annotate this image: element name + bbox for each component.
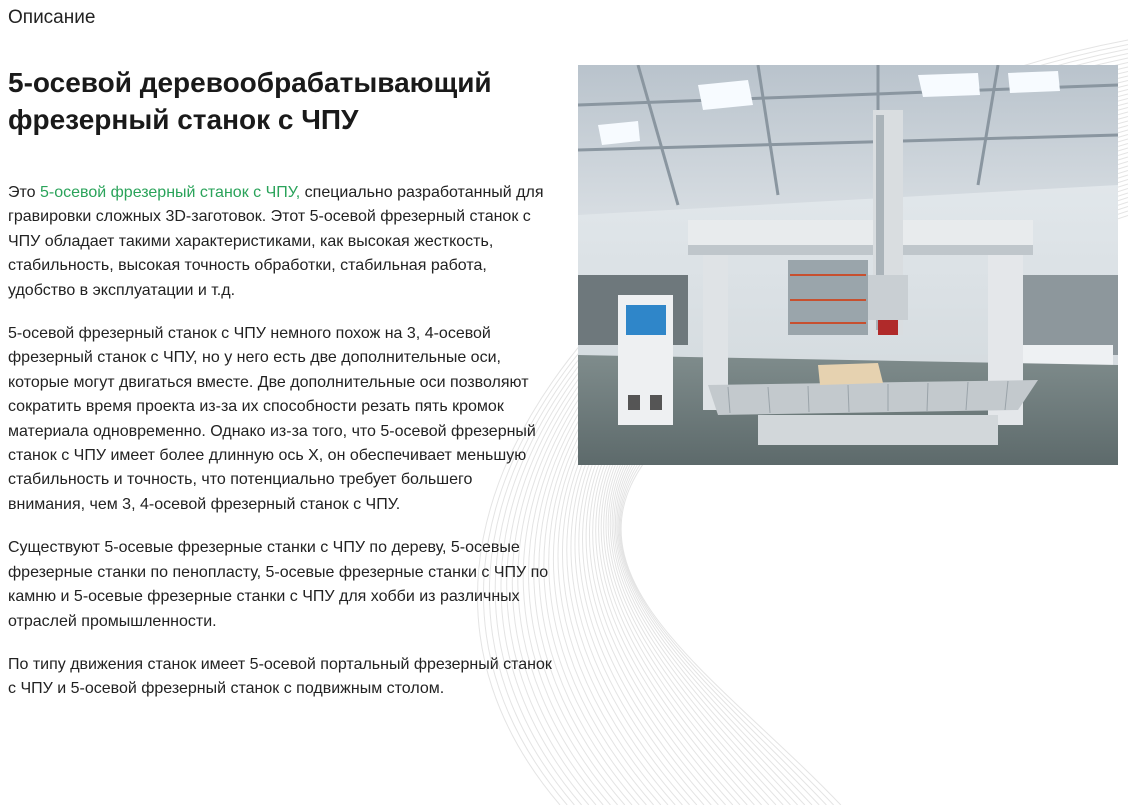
intro-paragraph [8,181,553,303]
product-link[interactable]: 5-осевой фрезерный станок с ЧПУ, [40,184,301,201]
paragraph-motion: По типу движения станок имеет 5-осевой портальный фрезерный станок с ЧПУ и 5-осевой фрезерный станок с подвижным столом. [8,655,552,698]
paragraph-types: Существуют 5-осевые фрезерные станки с ЧПУ по дереву, 5-осевые фрезерные станки по пенопласту, 5-осевые фрезерные станки с ЧПУ по камню и 5-осевые фрезерные станки с ЧПУ для хобби из различных отраслей промышленности. [8,539,549,630]
section-label: Описание [8,7,96,28]
cnc-machine-photo [578,65,1118,465]
intro-suffix: специально разработанный для гравировки сложных 3D-заготовок. Этот 5-осевой фрезерный станок с ЧПУ обладает такими характеристиками, как высокая жесткость, стабильность, высокая точность обработки, стабильная работа, удобство в эксплуатации и т.д. [8,184,544,299]
description-body [8,181,553,721]
page-title: 5-осевой деревообрабатывающий фрезерный станок с ЧПУ [8,67,492,135]
paragraph-comparison: 5-осевой фрезерный станок с ЧПУ немного похож на 3, 4-осевой фрезерный станок с ЧПУ, но у него есть две дополнительные оси, которые могут двигаться вместе. Две дополнительные оси позволяют сократить время проекта из-за их способности резать пять кромок материала одновременно. Однако из-за того, что 5-осевой фрезерный станок с ЧПУ имеет более длинную ось X, он обеспечивает меньшую стабильность и точность, что потенциально требует большего внимания, чем 3, 4-осевой фрезерный станок с ЧПУ. [8,325,536,513]
intro-prefix: Это [8,184,40,201]
